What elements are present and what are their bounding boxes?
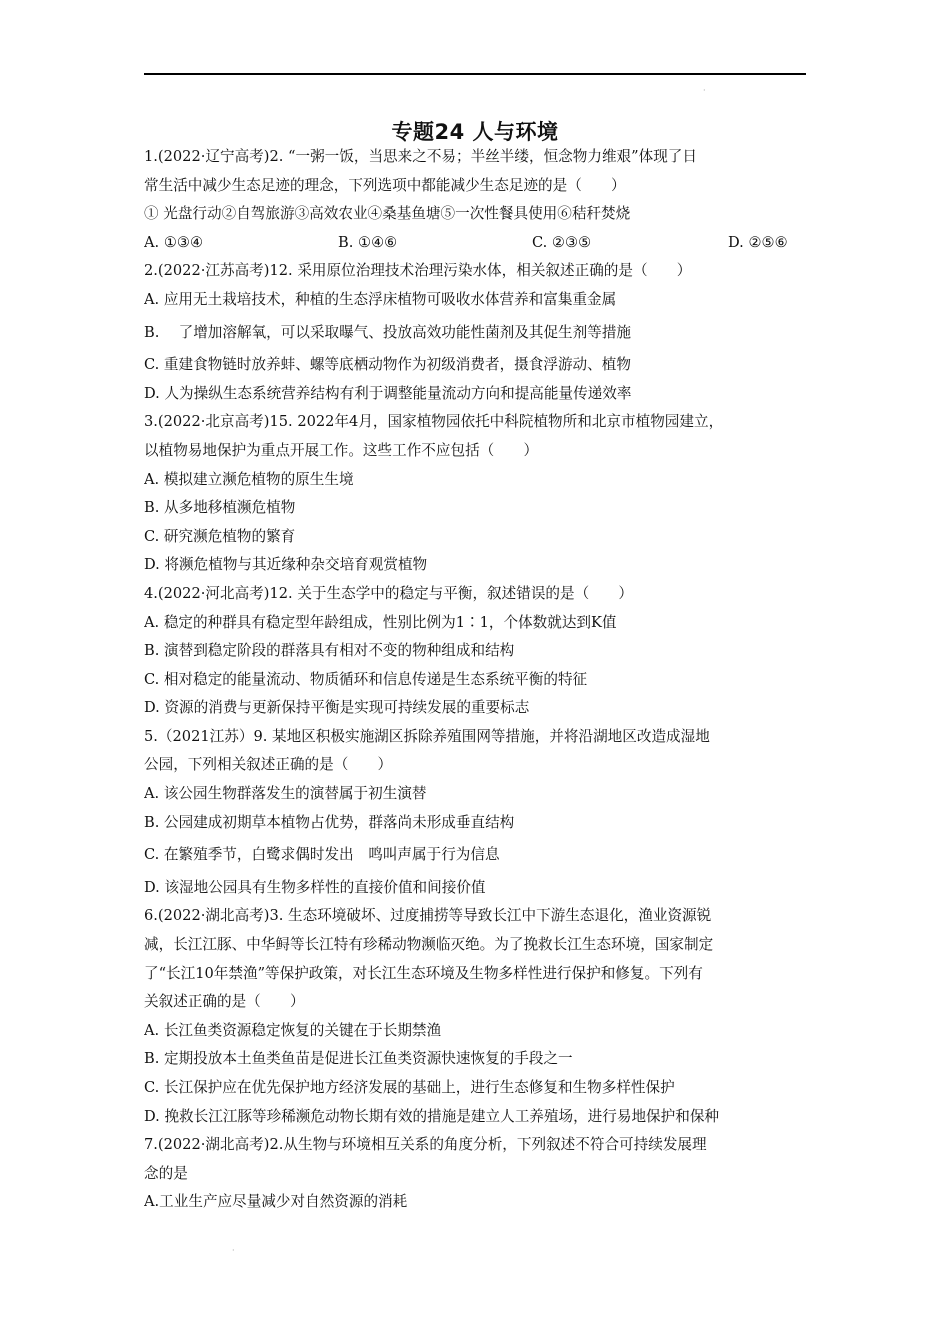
option-b: B. 公园建成初期草本植物占优势，群落尚未形成垂直结构 [144,813,515,831]
question-text: 关叙述正确的是（ ） [144,993,305,1011]
option-a: A. ①③④ [144,233,204,251]
question-text: 减，长江江豚、中华鲟等长江特有珍稀动物濒临灭绝。为了挽救长江生态环境，国家制定 [144,936,714,954]
question-text: 5.（2021江苏）9. 某地区积极实施湖区拆除养殖围网等措施，并将沿湖地区改造成湿地 [144,727,710,745]
question-6 [144,902,814,1131]
option-c: C. 在繁殖季节，白鹭求偶时发出 鸣叫声属于行为信息 [144,846,500,864]
option-c: C. 长江保护应在优先保护地方经济发展的基础上，进行生态修复和生物多样性保护 [144,1079,675,1096]
question-text: 公园，下列相关叙述正确的是（ ） [144,756,393,774]
question-4 [144,580,814,723]
option-a: A. 该公园生物群落发生的演替属于初生演替 [144,785,427,803]
option-a: A.工业生产应尽量减少对自然资源的消耗 [144,1193,408,1211]
option-d: D. 将濒危植物与其近缘种杂交培育观赏植物 [144,556,428,574]
question-text: 常生活中减少生态足迹的理念，下列选项中都能减少生态足迹的是（ ） [144,176,626,194]
question-text: 7.(2022·湖北高考)2.从生物与环境相互关系的角度分析，下列叙述不符合可持续发展理 [144,1136,707,1154]
question-text: 了“长江10年禁渔”等保护政策，对长江生态环境及生物多样性进行保护和修复。下列有 [144,964,703,982]
option-d: D. ②⑤⑥ [728,233,788,251]
question-text: 1.(2022·辽宁高考)2. “一粥一饭，当思来之不易；半丝半缕，恒念物力维艰”体现了日 [144,148,697,165]
option-a: A. 稳定的种群具有稳定型年龄组成，性别比例为1∶1，个体数就达到K值 [144,613,617,631]
option-c: C. 研究濒危植物的繁育 [144,527,296,545]
header-rule [144,73,806,75]
question-text: 2.(2022·江苏高考)12. 采用原位治理技术治理污染水体，相关叙述正确的是（ ） [144,262,692,280]
answer-options [144,229,814,258]
question-text: 6.(2022·湖北高考)3. 生态环境破坏、过度捕捞等导致长江中下游生态退化，渔业资源锐 [144,907,712,925]
question-text: 3.(2022·北京高考)15. 2022年4月，国家植物园依托中科院植物所和北京市植物园建立， [144,413,724,431]
question-5 [144,723,814,903]
option-c: C. 重建食物链时放养蚌、螺等底栖动物作为初级消费者，摄食浮游动、植物 [144,356,631,374]
scan-dot: · [703,86,706,95]
scan-dot: · [232,1246,235,1255]
option-a: A. 模拟建立濒危植物的原生生境 [144,470,354,488]
question-list [144,143,814,1217]
option-a: A. 长江鱼类资源稳定恢复的关键在于长期禁渔 [144,1021,442,1039]
question-1 [144,143,814,257]
option-b: B. ①④⑥ [338,233,398,251]
question-text: 念的是 [144,1164,188,1182]
question-3 [144,408,814,580]
question-text: ① 光盘行动②自驾旅游③高效农业④桑基鱼塘⑤一次性餐具使用⑥秸秆焚烧 [144,205,631,223]
page-title: 专题24 人与环境 [391,120,559,144]
option-d: D. 挽救长江江豚等珍稀濒危动物长期有效的措施是建立人工养殖场，进行易地保护和保种 [144,1107,720,1125]
option-d: D. 资源的消费与更新保持平衡是实现可持续发展的重要标志 [144,699,530,717]
option-a: A. 应用无土栽培技术，种植的生态浮床植物可吸收水体营养和富集重金属 [144,290,617,308]
question-2 [144,257,814,408]
option-d: D. 该湿地公园具有生物多样性的直接价值和间接价值 [144,878,486,896]
option-b: B. 从多地移植濒危植物 [144,499,296,517]
option-b: B. 了增加溶解氧，可以采取曝气、投放高效功能性菌剂及其促生剂等措施 [144,323,632,341]
question-text: 以植物易地保护为重点开展工作。这些工作不应包括（ ） [144,441,539,459]
option-b: B. 定期投放本土鱼类鱼苗是促进长江鱼类资源快速恢复的手段之一 [144,1050,573,1068]
option-c: C. ②③⑤ [532,233,592,251]
question-7 [144,1131,814,1217]
question-text: 4.(2022·河北高考)12. 关于生态学中的稳定与平衡，叙述错误的是（ ） [144,584,633,602]
option-d: D. 人为操纵生态系统营养结构有利于调整能量流动方向和提高能量传递效率 [144,384,632,402]
option-b: B. 演替到稳定阶段的群落具有相对不变的物种组成和结构 [144,642,515,660]
option-c: C. 相对稳定的能量流动、物质循环和信息传递是生态系统平衡的特征 [144,670,588,688]
